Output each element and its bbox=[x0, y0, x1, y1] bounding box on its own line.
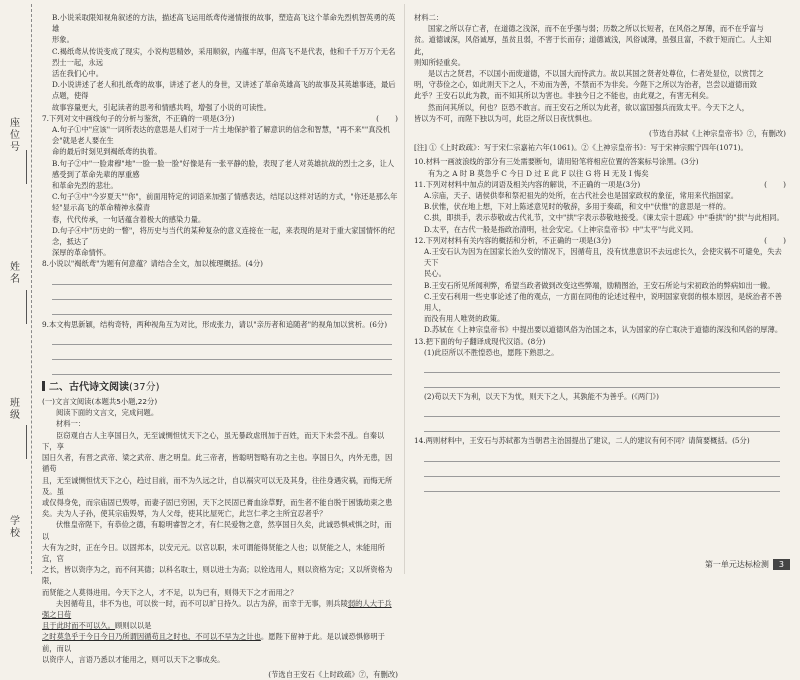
q8-answer-line[interactable] bbox=[52, 285, 392, 300]
binding-line bbox=[31, 4, 32, 574]
q12-option-c-line2: 而没有用人唯贤的政策。 bbox=[424, 314, 505, 324]
wavy-underlined-text: 弱的人大于兵强之日苟 bbox=[42, 598, 392, 619]
q12-option-a-line1: A.王安石认为因为在国家长治久安的情况下，因循苟且，没有忧患意识不去远虑长久，会使灾祸不可避免，失去天下 bbox=[424, 247, 782, 268]
q14-answer-line[interactable] bbox=[424, 462, 780, 477]
option-d-line2: 故事容量更大，引起读者的思考和情感共鸣，增强了小说的可读性。 bbox=[52, 102, 271, 112]
subsection-1-heading bbox=[42, 396, 398, 407]
section-marker bbox=[42, 381, 45, 391]
section-2-points: (37分) bbox=[129, 381, 160, 393]
material-2-para2-line: 此乎？王安石以此为教，而不知其所以为害也。非独今日之不能也，由此观之，有害无利矣。 bbox=[414, 91, 714, 101]
subsection-1-note: (本题共5小题,22分) bbox=[91, 397, 158, 407]
question-7 bbox=[42, 113, 398, 124]
q12-option-c-line1: C.王安石利用一些史事论述了他的观点，一方面在同他的论述过程中，说明国家衰弱的根本原因，是统治者不善用人， bbox=[424, 291, 782, 313]
q9-answer-line[interactable] bbox=[52, 330, 392, 345]
q7-option-a-line1: A.句子①中"应该"一词所表达的意思是人们对于一片土地保护着了解意识的信念和智慧，"再不来""真没机会"就是老人要在生 bbox=[52, 125, 391, 146]
question-9: 9.本文构思新颖，结构奇特，两种视角互为对比，形成张力，请以"亲历者和追随者"的视角加以赏析。(6分) bbox=[42, 319, 388, 329]
q11-option-a: A.宗庙，天子、诸侯供奉和祭祀祖先的处所，在古代社会也是国家政权的象征，常用来代指国家。 bbox=[424, 191, 739, 201]
question-13-sentence-2: (2)苟以天下为利，以天下为忧，则天下之人，其孰能不为善乎。(《两门》) bbox=[424, 392, 659, 402]
q7-option-c-line2: 春，代代传承，一句话蕴含着极大的感染力量。 bbox=[52, 214, 206, 224]
question-12 bbox=[414, 235, 786, 246]
material-1-source: (节选自王安石《上时政疏》⑦，有删改) bbox=[268, 669, 398, 679]
q7-option-c-line1: C.句子③中"今岁夏天""你"，前面用特定的词语来加强了情感表达，结尾以这样对话的方式，"你还是那么年轻"显示高飞的革命精神永葆青 bbox=[52, 192, 398, 213]
q14-answer-line[interactable] bbox=[424, 477, 780, 492]
material-1-para1-line: 臣窃观自古人主享国日久，无至诚恻怛忧天下之心，虽无暴政虐刑加于百姓，而天下未尝不乱。自秦以下，享 bbox=[42, 430, 385, 451]
q7-option-a-line2: 命的最后时刻见到褐纸鸢的执着。 bbox=[52, 147, 162, 157]
page-number: 3 bbox=[773, 559, 790, 570]
q9-answer-line[interactable] bbox=[52, 360, 392, 375]
q7-option-d-line2: 深厚的革命情怀。 bbox=[52, 248, 111, 258]
question-13: 13.把下面的句子翻译成现代汉语。(8分) bbox=[414, 336, 546, 346]
left-column bbox=[42, 12, 398, 680]
school-label: 学校 bbox=[10, 516, 20, 539]
q14-answer-line[interactable] bbox=[424, 447, 780, 462]
seat-number-label: 座位号 bbox=[10, 118, 20, 153]
q13-1-answer-line[interactable] bbox=[424, 373, 780, 388]
material-2-para3-line: 皆以为不可，而陛下独以为可，此臣之所以日夜忧惧也。 bbox=[414, 113, 597, 123]
option-b-line1: B.小说采取限知视角叙述的方法，描述高飞运用纸鸢传递情报的故事，塑造高飞这个革命先烈机智英勇的英雄 bbox=[52, 13, 396, 34]
question-11-stem: 11.下列对材料中加点的词语及相关内容的解说，不正确的一项是(3分) bbox=[414, 179, 641, 189]
question-8: 8.小说以"褐纸鸢"为题有何意蕴？请结合全文，加以梳理概括。(4分) bbox=[42, 259, 264, 269]
class-label: 班级 bbox=[10, 398, 20, 421]
right-column bbox=[414, 12, 786, 492]
material-1-para2-line: 大有为之时，正在今日。以固邦本，以安元元。以官以职，未可谓能得贤能之人也；以贤能之人，未能用所宜，官 bbox=[42, 542, 385, 563]
q11-option-c: C.拱，即拱手，表示恭敬或古代礼节，文中"拱"字表示恭敬地接受。《谏太宗十思疏》中"垂拱"的"拱"与此相同。 bbox=[424, 213, 784, 223]
q13-2-answer-line[interactable] bbox=[424, 402, 780, 417]
material-1-para3-line: 以资序人，言语乃悉以才能用之，则可以天下之事成矣。 bbox=[42, 654, 225, 664]
class-field bbox=[26, 425, 27, 459]
q7-option-b-line1: B.句子②中"一脸肃穆"地"一脸一脸一脸"好像是有一张平静的脸，表现了老人对英雄抗战的烈士之多，让人感受到了革命先辈的厚重感 bbox=[52, 158, 395, 179]
question-10-sentence[interactable]: 有为之 A 时 B 莫急乎 C 今日 D 过 E 此 F 以往 G 将 H 无及 I 悔矣 bbox=[428, 168, 649, 178]
column-divider bbox=[404, 4, 405, 574]
question-12-stem: 12.下列对材料有关内容的概括和分析，不正确的一项是(3分) bbox=[414, 235, 612, 245]
question-7-stem: 7.下列对文中画线句子的分析与鉴赏，不正确的一项是(3分) bbox=[42, 113, 235, 123]
question-10: 10.材料一画波浪线的部分有三处需要断句，请用铅笔将相应位置的答案标号涂黑。(3分) bbox=[414, 157, 699, 167]
name-field bbox=[26, 290, 27, 324]
material-2-source: (节选自苏轼《上神宗皇帝书》⑦，有删改) bbox=[648, 129, 786, 139]
material-1-para2-line: 伏惟皇帝陛下，有恭俭之德，有聪明睿智之才，有仁民爱物之意，然享国日久矣，此诚恐惧戒惧之时，而以 bbox=[42, 520, 392, 541]
material-1-para1-line: 且，无至诚恻怛忧天下之心，趋过目前，而不为久远之计，自以祸灾可以无及其身，往往身遇灾祸，而悔无所及。虽 bbox=[42, 475, 393, 496]
q8-answer-line[interactable] bbox=[52, 300, 392, 315]
q11-option-b: B.伏惟，伏在地上想，下对上陈述意见时的敬辞，多用于奏疏，和文中"伏惟"的意思是一样的。 bbox=[424, 202, 731, 212]
subsection-1-title: (一)文言文阅读 bbox=[42, 397, 92, 407]
q12-option-b: B.王安石所见所闻利弊，希望当政者做到改变这些弊端，励精图治，王安石所论与宋初政治的弊病如出一辙。 bbox=[424, 280, 775, 290]
option-b-line2: 形象。 bbox=[52, 35, 74, 45]
unit-test-title: 第一单元达标检测 bbox=[704, 560, 769, 569]
option-c-line1: C.褐纸鸢从传说变成了现实，小说构思精妙，采用顺叙，内蕴丰厚，但高飞不是代表，他和千千万万个无名烈士一起，永远 bbox=[52, 46, 396, 67]
q12-option-a-line2: 民心。 bbox=[424, 269, 446, 279]
question-11-answer-box[interactable]: ( ) bbox=[764, 179, 786, 189]
binding-margin bbox=[0, 0, 40, 578]
question-12-answer-box[interactable]: ( ) bbox=[764, 235, 786, 245]
material-1-para2-line: 而贤能之人莫得进用。今天下之人，才不足，以为已有，则得天下之才而用之？ bbox=[42, 587, 298, 597]
material-1-para1-line: 矣。夫为人子孙，使其宗庙毁辱，为人父母，使其比屋死亡，此岂仁孝之主所宜忍者乎？ bbox=[42, 509, 327, 519]
question-11 bbox=[414, 179, 786, 190]
material-1-para3-line bbox=[42, 598, 398, 620]
material-1-para3-line bbox=[42, 620, 398, 631]
material-2-para2-line: 明，守恭俭之心，如此则天下之人，不劝而为善，不禁而不为非矣。今陛下之所以为治者，岂尝以道德而致 bbox=[414, 80, 757, 90]
option-c-line2: 活在我们心中。 bbox=[52, 69, 104, 79]
material-1-para2-line: 之长，皆以资序为之，而不问其德；以科名取士，则以进士为高；以铨选用人，则以资格为定；又以所资格为限， bbox=[42, 565, 393, 586]
wavy-underlined-text: 且于此时而不可以久。 bbox=[42, 621, 115, 631]
q8-answer-line[interactable] bbox=[52, 270, 392, 285]
section-2-heading bbox=[42, 381, 398, 393]
option-d-line1: D.小说讲述了老人和扎纸鸢的故事，讲述了老人的身世，又讲述了革命英雄高飞的故事及其英雄事迹，最后点题，使得 bbox=[52, 80, 396, 101]
q11-option-d: D.太平，在古代一般是指政治清明，社会安定。《上神宗皇帝书》中"太平"与此义同。 bbox=[424, 224, 698, 234]
material-2-para3-line: 然而问其所以，何也？臣恐不敢言。而王安石之所以为此者，欲以富国强兵而致太平。今天下之人， bbox=[428, 102, 750, 112]
q12-option-d: D.苏轼在《上神宗皇帝书》中提出要以道德风俗为治国之本，认为国家的存亡取决于道德的深浅和风俗的厚薄。 bbox=[424, 325, 783, 335]
material-1-para1-line: 或仅得身免，而宗庙固已毁辱，而妻子固已穷困，天下之民固已膏血涂草野，而生者不能自脱于困饿劫束之患 bbox=[42, 497, 393, 507]
question-7-answer-box[interactable]: ( ) bbox=[376, 113, 398, 123]
name-label: 姓名 bbox=[10, 262, 20, 285]
q9-answer-line[interactable] bbox=[52, 345, 392, 360]
material-2-para1-line: 则知所轻重矣。 bbox=[414, 57, 466, 67]
para3-text: 顾则以以是 bbox=[114, 621, 152, 631]
material-1-label: 材料一： bbox=[56, 419, 86, 429]
seat-number-field bbox=[26, 150, 27, 184]
q13-1-answer-line[interactable] bbox=[424, 358, 780, 373]
material-2-para1-line: 国家之所以存亡者，在道德之浅深，而不在乎强与弱；历数之所以长短者，在风俗之厚薄，而不在乎富与 bbox=[428, 24, 764, 34]
material-1-para3-line bbox=[42, 631, 398, 653]
wavy-underlined-text: 之时莫急乎于今日今日乃所谓因循苟且之时也，不可以不早为之计也 bbox=[42, 632, 261, 642]
reading-instruction: 阅读下面的文言文，完成问题。 bbox=[56, 408, 159, 418]
material-2-label: 材料二： bbox=[414, 13, 444, 22]
annotation-note: [注] ①《上时政疏》：写于宋仁宗嘉祐六年(1061)。②《上神宗皇帝书》：写于宋神宗熙宁四年(1071)。 bbox=[414, 143, 748, 153]
para3-text: 夫因循苟且，非不为也，可以俟一时，而不可以旷日持久。以古 bbox=[56, 598, 261, 608]
page-footer bbox=[705, 559, 790, 570]
section-2-title: 二、古代诗文阅读 bbox=[49, 381, 129, 393]
para3-text: 。愿陛下留神于此。是以诚恐惧修明于前，而以 bbox=[42, 632, 385, 653]
question-14: 14.两则材料中，王安石与苏轼都为当朝君主治国提出了建议，二人的建议有何不同？请简要概括。(5分) bbox=[414, 436, 750, 446]
material-1-para1-line: 国日久者，有晋之武帝、梁之武帝、唐之明皇。此三帝者，皆聪明智略有功之主也。享国日久，内外无患，因循苟 bbox=[42, 453, 393, 474]
question-13-sentence-1: (1)此臣所以不胜惶恐也，愿陛下熟思之。 bbox=[424, 347, 559, 357]
para3-text: 为辞，而幸于无事，则兵陵 bbox=[260, 598, 348, 608]
q13-2-answer-line[interactable] bbox=[424, 417, 780, 432]
q7-option-d-line1: D.句子④中"历史的一瞥"，将历史与当代的某种复杂的意义连接在一起，来表现的是对于重大家国情怀的纪念，抵达了 bbox=[52, 225, 395, 247]
q7-option-b-line2: 和革命先烈的悲壮。 bbox=[52, 181, 118, 191]
material-2-para2-line: 是以古之贤君，不以国小而废道德，不以国大而恃武力。故以其国之贤者处尊位，仁者处显位，以赏罚之 bbox=[428, 69, 764, 79]
material-2-para1-line: 贫。道德诚深，风俗诚厚，虽贫且弱，不害于长而存；道德诚浅，风俗诚薄，虽强且富，不救于短而亡。人主知此， bbox=[414, 35, 772, 56]
